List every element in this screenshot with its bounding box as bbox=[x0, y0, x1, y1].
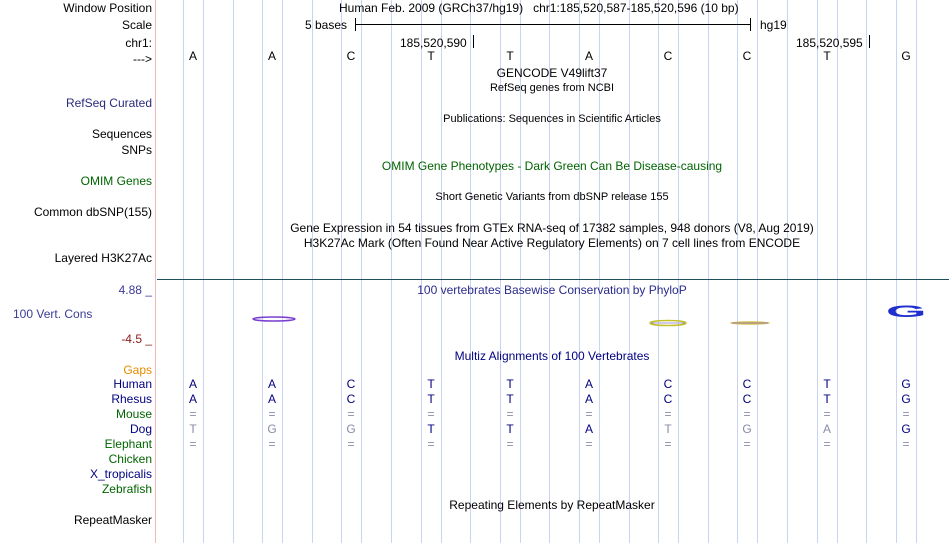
alignment-base: C bbox=[346, 392, 356, 406]
alignment-base: T bbox=[823, 377, 831, 391]
cons-logo-letter-g bbox=[886, 301, 932, 329]
alignment-base: = bbox=[268, 407, 276, 421]
alignment-base: C bbox=[346, 377, 356, 391]
alignment-base: T bbox=[506, 422, 514, 436]
species-label-x_tropicalis[interactable]: X_tropicalis bbox=[89, 467, 152, 481]
base-letter: A bbox=[267, 49, 276, 63]
label-window-position: Window Position bbox=[63, 1, 152, 15]
alignment-base: G bbox=[901, 377, 911, 391]
base-letter: A bbox=[188, 49, 197, 63]
alignment-base: T bbox=[427, 422, 435, 436]
ruler-tick-2 bbox=[869, 35, 870, 48]
alignment-base: A bbox=[584, 377, 593, 391]
alignment-base: = bbox=[902, 437, 910, 451]
alignment-base: = bbox=[427, 437, 435, 451]
label-layered-h3k27ac[interactable]: Layered H3K27Ac bbox=[54, 251, 152, 265]
cons-logo-letter-glyph: G bbox=[886, 302, 927, 321]
alignment-base: = bbox=[902, 407, 910, 421]
alignment-base: G bbox=[742, 422, 752, 436]
gtex-track-title[interactable]: Gene Expression in 54 tissues from GTEx RNA-seq of 17382 samples, 948 donors (V8, Aug 2019) bbox=[290, 221, 814, 235]
alignment-base: A bbox=[267, 377, 276, 391]
scale-bar-right-tick bbox=[750, 18, 751, 31]
assembly-text: hg19 bbox=[760, 18, 787, 32]
alignment-base: A bbox=[188, 377, 197, 391]
alignment-base: C bbox=[742, 392, 752, 406]
base-letter: C bbox=[346, 49, 356, 63]
scale-bar bbox=[355, 24, 750, 25]
base-letter: T bbox=[427, 49, 435, 63]
base-letter: T bbox=[823, 49, 831, 63]
base-letter: C bbox=[663, 49, 673, 63]
alignment-base: = bbox=[823, 437, 831, 451]
refseq-track-desc: RefSeq genes from NCBI bbox=[489, 82, 615, 94]
base-letter: C bbox=[742, 49, 752, 63]
alignment-base: A bbox=[267, 392, 276, 406]
label-vert-cons[interactable]: 100 Vert. Cons bbox=[13, 307, 93, 321]
h3k27ac-track-title[interactable]: H3K27Ac Mark (Often Found Near Active Regulatory Elements) on 7 cell lines from ENCODE bbox=[303, 236, 801, 250]
alignment-base: C bbox=[663, 392, 673, 406]
alignment-base: = bbox=[823, 407, 831, 421]
species-label-rhesus[interactable]: Rhesus bbox=[111, 392, 152, 406]
alignment-base: G bbox=[267, 422, 277, 436]
alignment-base: = bbox=[427, 407, 435, 421]
alignment-base: A bbox=[188, 392, 197, 406]
alignment-base: = bbox=[743, 437, 751, 451]
label-gaps[interactable]: Gaps bbox=[123, 363, 152, 377]
cons-logo-mark-2 bbox=[645, 317, 693, 329]
phylop-track-title[interactable]: 100 vertebrates Basewise Conservation by PhyloP bbox=[417, 283, 687, 297]
label-common-dbsnp[interactable]: Common dbSNP(155) bbox=[33, 205, 152, 219]
label-sequences[interactable]: Sequences bbox=[91, 127, 152, 141]
base-letter: T bbox=[506, 49, 514, 63]
ruler-coord-2: 185,520,595 bbox=[796, 36, 863, 50]
label-omim-genes[interactable]: OMIM Genes bbox=[80, 174, 152, 188]
alignment-base: = bbox=[664, 437, 672, 451]
alignment-base: T bbox=[427, 377, 435, 391]
alignment-base: = bbox=[347, 437, 355, 451]
alignment-base: = bbox=[189, 437, 197, 451]
alignment-base: G bbox=[901, 392, 911, 406]
alignment-base: = bbox=[743, 407, 751, 421]
scale-bar-left-tick bbox=[355, 18, 356, 31]
alignment-base: T bbox=[506, 392, 514, 406]
label-chr: chr1: bbox=[125, 36, 152, 50]
species-label-human[interactable]: Human bbox=[113, 377, 152, 391]
alignment-base: T bbox=[664, 422, 672, 436]
snp-track-title[interactable]: Short Genetic Variants from dbSNP release 155 bbox=[435, 191, 669, 203]
species-label-dog[interactable]: Dog bbox=[129, 422, 152, 436]
base-letter: A bbox=[584, 49, 593, 63]
cons-logo-mark-3 bbox=[728, 319, 776, 329]
cons-logo-mark-1 bbox=[250, 313, 300, 325]
base-letter: G bbox=[901, 49, 911, 63]
alignment-base: = bbox=[347, 407, 355, 421]
species-label-elephant[interactable]: Elephant bbox=[104, 437, 152, 451]
alignment-base: T bbox=[506, 377, 514, 391]
label-repeatmasker[interactable]: RepeatMasker bbox=[73, 513, 152, 527]
alignment-base: = bbox=[585, 437, 593, 451]
alignment-base: A bbox=[584, 422, 593, 436]
alignment-base: = bbox=[585, 407, 593, 421]
repeatmasker-track-title[interactable]: Repeating Elements by RepeatMasker bbox=[449, 498, 655, 512]
ruler-coord-1: 185,520,590 bbox=[400, 36, 467, 50]
gencode-track-title[interactable]: GENCODE V49lift37 bbox=[496, 66, 608, 80]
alignment-base: = bbox=[506, 407, 514, 421]
alignment-base: = bbox=[268, 437, 276, 451]
ruler-tick-1 bbox=[473, 35, 474, 48]
species-label-chicken[interactable]: Chicken bbox=[108, 452, 152, 466]
label-refseq-curated[interactable]: RefSeq Curated bbox=[65, 96, 152, 110]
alignment-base: A bbox=[822, 422, 831, 436]
alignment-base: T bbox=[189, 422, 197, 436]
species-label-zebrafish[interactable]: Zebrafish bbox=[101, 482, 152, 496]
track-separator bbox=[157, 279, 949, 280]
omim-track-title[interactable]: OMIM Gene Phenotypes - Dark Green Can Be Disease-causing bbox=[381, 159, 723, 173]
publications-track-title[interactable]: Publications: Sequences in Scientific Articles bbox=[443, 113, 661, 125]
alignment-base: G bbox=[901, 422, 911, 436]
alignment-base: G bbox=[346, 422, 356, 436]
multiz-track-title[interactable]: Multiz Alignments of 100 Vertebrates bbox=[454, 349, 650, 363]
species-label-mouse[interactable]: Mouse bbox=[115, 407, 152, 421]
alignment-base: T bbox=[427, 392, 435, 406]
label-cons-min: -4.5 _ bbox=[121, 332, 152, 346]
label-scale: Scale bbox=[121, 18, 152, 32]
alignment-base: = bbox=[664, 407, 672, 421]
alignment-base: T bbox=[823, 392, 831, 406]
label-cons-max: 4.88 _ bbox=[118, 283, 152, 297]
label-strand-arrow[interactable]: ---> bbox=[133, 52, 152, 66]
alignment-base: = bbox=[506, 437, 514, 451]
scale-text: 5 bases bbox=[305, 18, 348, 32]
alignment-base: C bbox=[742, 377, 752, 391]
alignment-base: C bbox=[663, 377, 673, 391]
window-position-text[interactable]: Human Feb. 2009 (GRCh37/hg19) chr1:185,520,587-185,520,596 (10 bp) bbox=[339, 1, 739, 15]
alignment-base: A bbox=[584, 392, 593, 406]
label-snps[interactable]: SNPs bbox=[121, 143, 152, 157]
alignment-base: = bbox=[189, 407, 197, 421]
